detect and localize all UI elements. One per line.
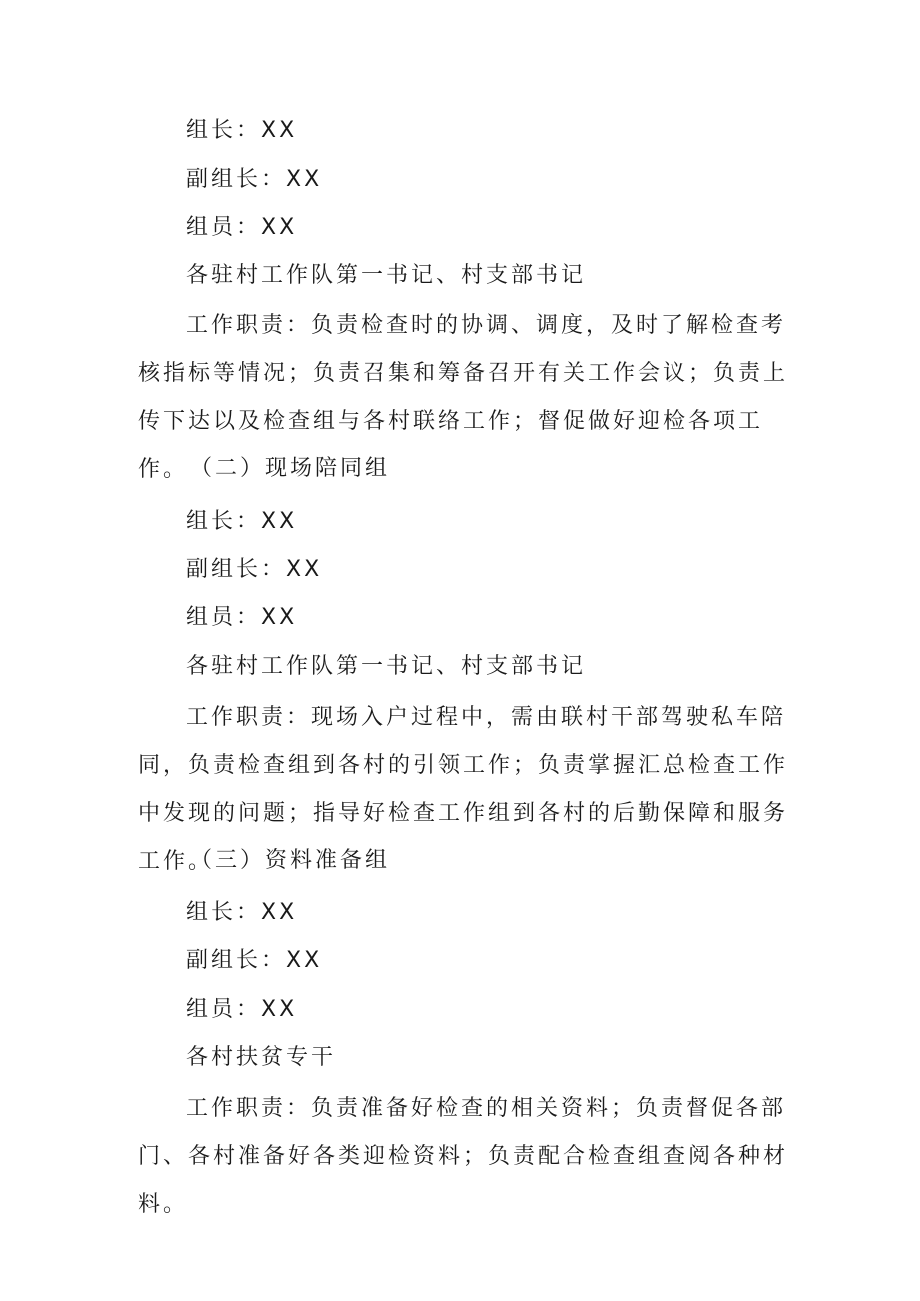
section2-member-detail: 各驻村工作队第一书记、村支部书记 — [186, 654, 587, 679]
section3-leader: 组长：XX — [186, 900, 298, 925]
section1-member-detail: 各驻村工作队第一书记、村支部书记 — [186, 263, 587, 288]
section2-duty: 工作职责：现场入户过程中，需由联村干部驾驶私车陪同，负责检查组到各村的引领工作；负责掌握汇总检查工作中发现的问题；指导好检查工作组到各村的后勤保障和服务工作。 — [138, 705, 789, 874]
section2-deputy: 副组长：XX — [186, 557, 323, 582]
section3-duty: 工作职责：负责准备好检查的相关资料；负责督促各部门、各村准备好各类迎检资料；负责配合检查组查阅各种材料。 — [138, 1096, 789, 1217]
section3-deputy: 副组长：XX — [186, 948, 323, 973]
section3-members: 组员：XX — [186, 997, 298, 1022]
section1-members: 组员：XX — [186, 215, 298, 240]
section1-duty: 工作职责：负责检查时的协调、调度，及时了解检查考核指标等情况；负责召集和筹备召开有关工作会议；负责上传下达以及检查组与各村联络工作；督促做好迎检各项工作。 — [138, 313, 789, 482]
section2-members: 组员：XX — [186, 605, 298, 630]
section1-deputy: 副组长：XX — [186, 167, 323, 192]
section2-leader: 组长：XX — [186, 509, 298, 534]
section3-member-detail: 各村扶贫专干 — [186, 1045, 337, 1070]
section1-leader: 组长：XX — [186, 118, 298, 143]
section3-heading: （三）资料准备组 — [190, 848, 391, 873]
section2-heading: （二）现场陪同组 — [190, 456, 391, 481]
